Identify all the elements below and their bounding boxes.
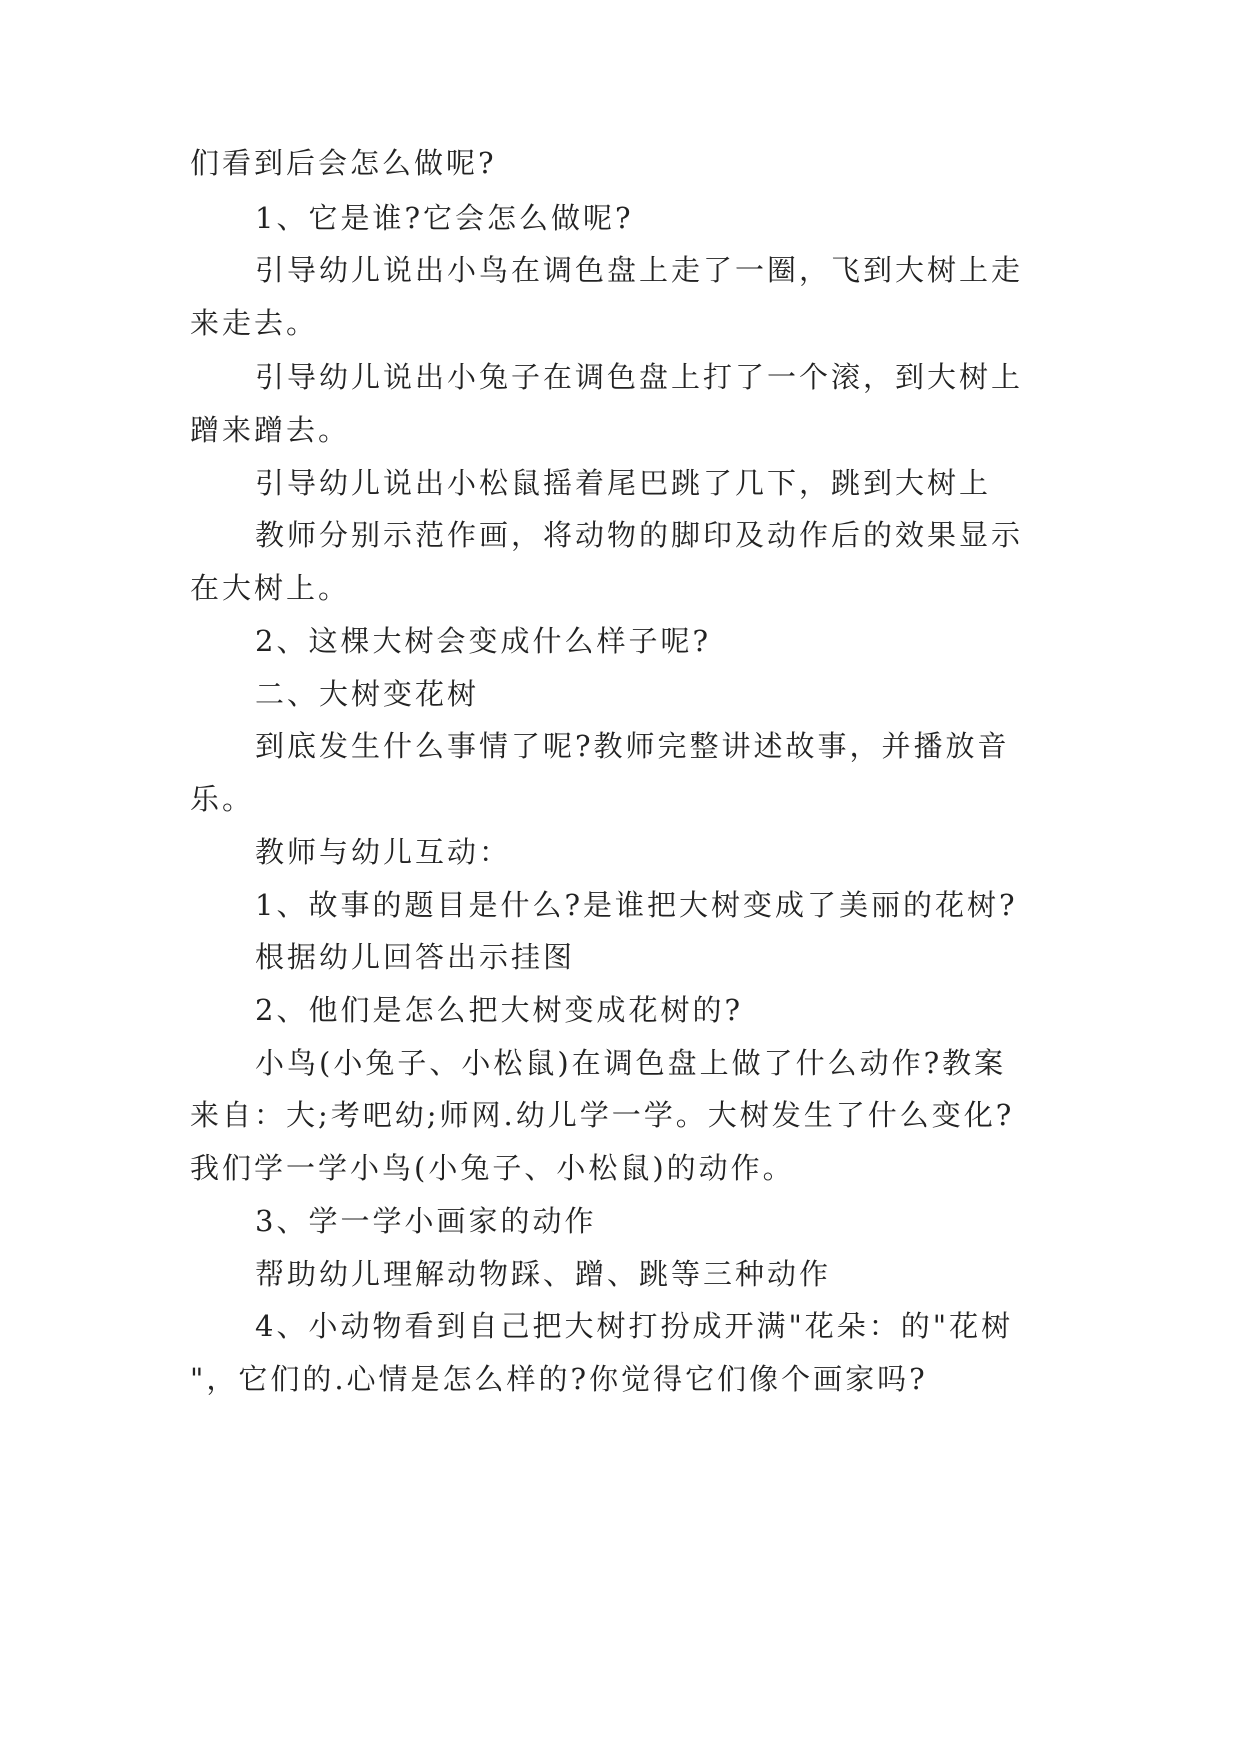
text-line: 2、这棵大树会变成什么样子呢? xyxy=(255,624,711,658)
text-line: 蹭来蹭去。 xyxy=(190,413,351,447)
text-line: 们看到后会怎么做呢? xyxy=(190,146,497,180)
text-line: 乐。 xyxy=(190,782,255,816)
text-line: 来自：大;考吧幼;师网.幼儿学一学。大树发生了什么变化? xyxy=(190,1098,1015,1132)
text-line: 引导幼儿说出小鸟在调色盘上走了一圈，飞到大树上走 xyxy=(255,253,1024,287)
text-line: 1、它是谁?它会怎么做呢? xyxy=(255,201,634,235)
text-line: 帮助幼儿理解动物踩、蹭、跳等三种动作 xyxy=(255,1257,832,1291)
text-line: 根据幼儿回答出示挂图 xyxy=(255,940,576,974)
text-line: 教师与幼儿互动： xyxy=(255,835,512,869)
text-line: 2、他们是怎么把大树变成花树的? xyxy=(255,993,743,1027)
text-line: 3、学一学小画家的动作 xyxy=(255,1204,597,1238)
text-line: 4、小动物看到自己把大树打扮成开满"花朵：的"花树 xyxy=(255,1309,1014,1343)
text-line: 1、故事的题目是什么?是谁把大树变成了美丽的花树? xyxy=(255,888,1018,922)
text-line: 教师分别示范作画，将动物的脚印及动作后的效果显示 xyxy=(255,518,1024,552)
text-line: 引导幼儿说出小兔子在调色盘上打了一个滚，到大树上 xyxy=(255,360,1024,394)
text-line: 到底发生什么事情了呢?教师完整讲述故事，并播放音 xyxy=(255,729,1010,763)
text-line: 来走去。 xyxy=(190,306,319,340)
text-line: 二、大树变花树 xyxy=(255,677,480,711)
text-line: 我们学一学小鸟(小兔子、小松鼠)的动作。 xyxy=(190,1151,795,1185)
text-line: "，它们的.心情是怎么样的?你觉得它们像个画家吗? xyxy=(190,1362,928,1396)
text-line: 引导幼儿说出小松鼠摇着尾巴跳了几下，跳到大树上 xyxy=(255,466,992,500)
text-line: 在大树上。 xyxy=(190,571,351,605)
text-line: 小鸟(小兔子、小松鼠)在调色盘上做了什么动作?教案 xyxy=(255,1046,1007,1080)
